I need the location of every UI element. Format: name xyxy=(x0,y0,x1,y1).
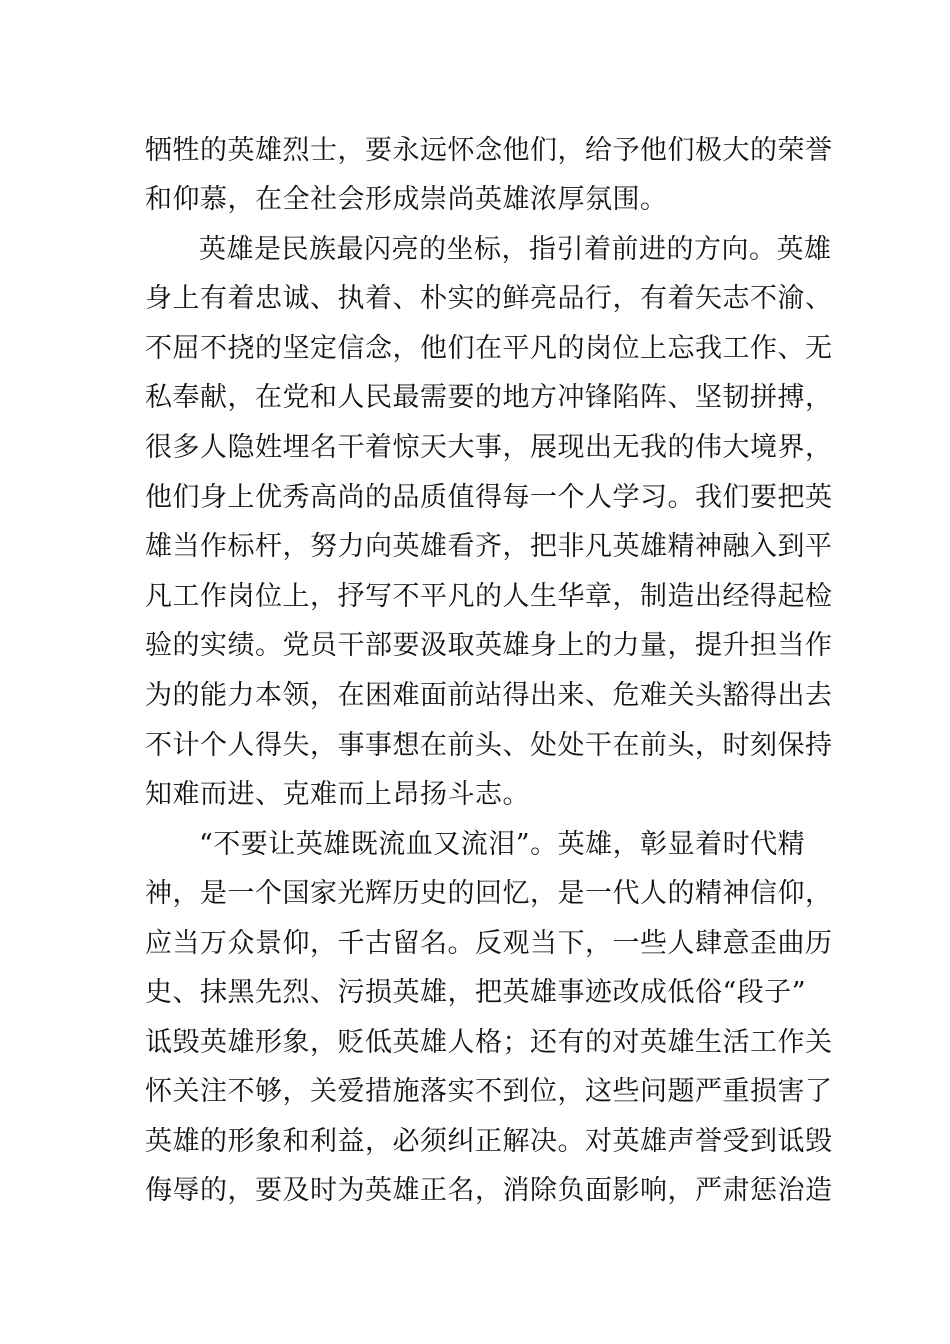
text-line: 牺牲的英雄烈士，要永远怀念他们，给予他们极大的荣誉 xyxy=(145,135,833,166)
paragraph-start-line: 英雄是民族最闪亮的坐标，指引着前进的方向。英雄 xyxy=(199,234,832,265)
text-line: 不计个人得失，事事想在前头、处处干在前头，时刻保持 xyxy=(145,730,833,761)
text-line: 应当万众景仰，千古留名。反观当下，一些人肆意歪曲历 xyxy=(145,928,833,959)
text-line: 侮辱的，要及时为英雄正名，消除负面影响，严肃惩治造 xyxy=(145,1175,833,1206)
text-line: 史、抹黑先烈、污损英雄，把英雄事迹改成低俗“段子” xyxy=(145,977,807,1008)
text-line: 诋毁英雄形象，贬低英雄人格；还有的对英雄生活工作关 xyxy=(145,1027,833,1058)
text-line: 验的实绩。党员干部要汲取英雄身上的力量，提升担当作 xyxy=(145,630,833,661)
text-line: 英雄的形象和利益，必须纠正解决。对英雄声誉受到诋毁 xyxy=(145,1126,833,1157)
paragraph-start-line: “不要让英雄既流血又流泪”。英雄，彰显着时代精 xyxy=(199,829,806,860)
text-line: 他们身上优秀高尚的品质值得每一个人学习。我们要把英 xyxy=(145,482,833,513)
text-line: 身上有着忠诚、执着、朴实的鲜亮品行，有着矢志不渝、 xyxy=(145,283,833,314)
text-line: 为的能力本领，在困难面前站得出来、危难关头豁得出去 xyxy=(145,680,833,711)
text-line: 不屈不挠的坚定信念，他们在平凡的岗位上忘我工作、无 xyxy=(145,333,833,364)
text-line: 雄当作标杆，努力向英雄看齐，把非凡英雄精神融入到平 xyxy=(145,531,833,562)
text-line: 知难而进、克难而上昂扬斗志。 xyxy=(145,779,530,810)
text-line: 和仰慕，在全社会形成崇尚英雄浓厚氛围。 xyxy=(145,184,668,215)
text-line: 凡工作岗位上，抒写不平凡的人生华章，制造出经得起检 xyxy=(145,581,833,612)
text-line: 私奉献，在党和人民最需要的地方冲锋陷阵、坚韧拼搏， xyxy=(145,382,833,413)
text-line: 怀关注不够，关爱措施落实不到位，这些问题严重损害了 xyxy=(145,1076,833,1107)
text-line: 很多人隐姓埋名干着惊天大事，展现出无我的伟大境界， xyxy=(145,432,833,463)
text-line: 神，是一个国家光辉历史的回忆，是一代人的精神信仰， xyxy=(145,878,833,909)
